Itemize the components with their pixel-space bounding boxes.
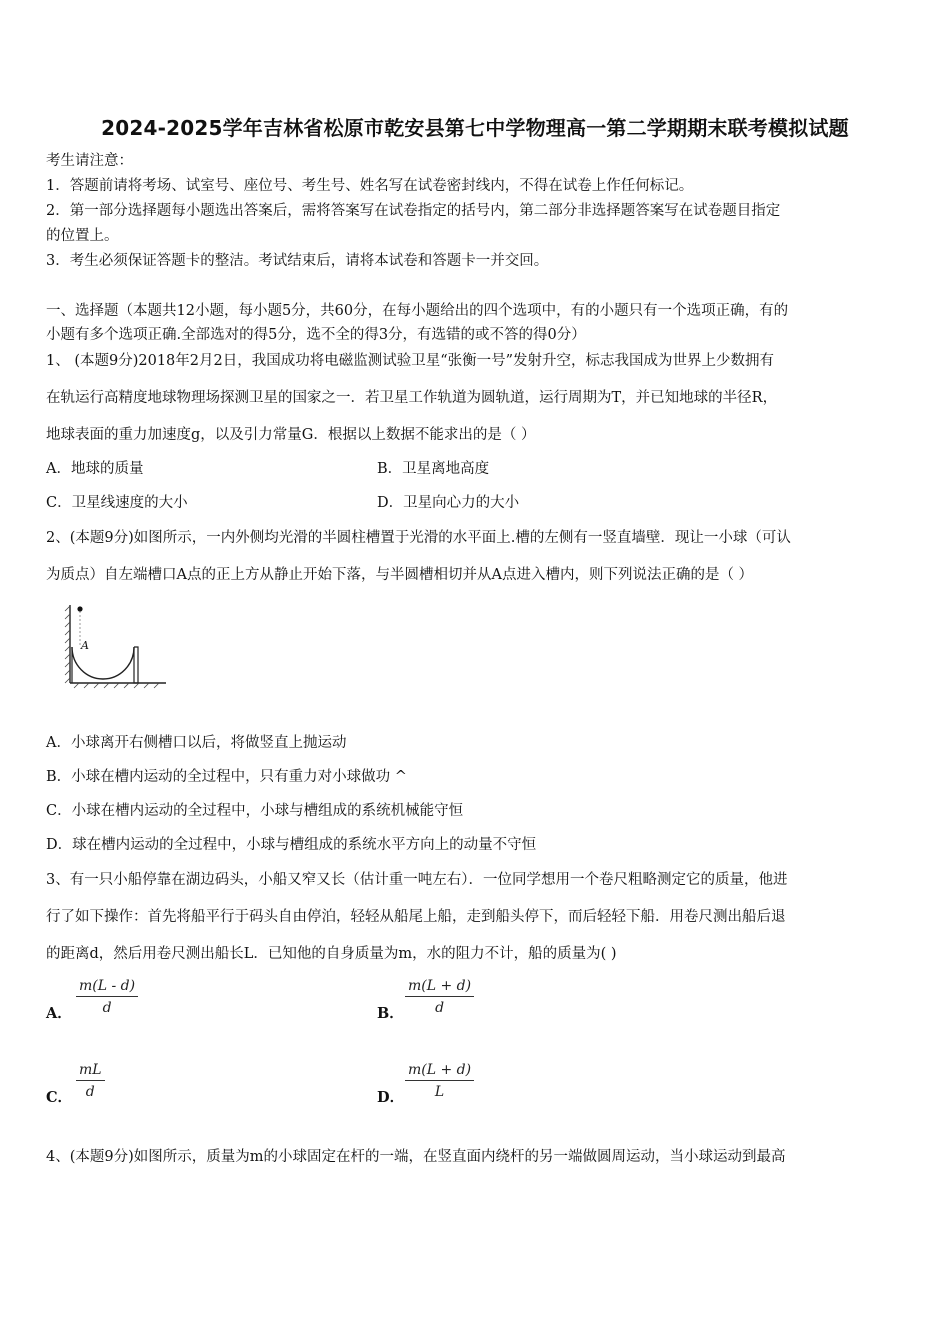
notice-heading: 考生请注意： bbox=[46, 153, 133, 169]
question-4-text: 4、(本题9分)如图所示，质量为m的小球固定在杆的一端，在竖直面内绕杆的另一端做圆周运动，当小球运动到最高 bbox=[46, 1149, 786, 1165]
notice-item: 3．考生必须保证答题卡的整洁。考试结束后，请将本试卷和答题卡一并交回。 bbox=[46, 253, 549, 269]
question-2-text: 为质点）自左端槽口A点的正上方从静止开始下落，与半圆槽相切并从A点进入槽内，则下列说法正确的是（ ） bbox=[46, 567, 754, 583]
q3-option-d-label: D． bbox=[377, 1089, 405, 1106]
point-a-label: A bbox=[81, 639, 89, 652]
notice-item: 2．第一部分选择题每小题选出答案后，需将答案写在试卷指定的括号内，第二部分非选择题答案写在试卷题目指定 bbox=[46, 203, 781, 219]
q2-option-c: C．小球在槽内运动的全过程中，小球与槽组成的系统机械能守恒 bbox=[46, 803, 464, 819]
q3-option-a-label: A． bbox=[46, 1005, 72, 1022]
q3-option-a-fraction bbox=[76, 978, 138, 1016]
notice-item: 1．答题前请将考场、试室号、座位号、考生号、姓名写在试卷密封线内，不得在试卷上作任何标记。 bbox=[46, 178, 694, 194]
fraction-denominator: L bbox=[434, 1084, 445, 1100]
q2-option-d: D．球在槽内运动的全过程中，小球与槽组成的系统水平方向上的动量不守恒 bbox=[46, 837, 537, 853]
question-3-text: 行了如下操作：首先将船平行于码头自由停泊，轻轻从船尾上船，走到船头停下，而后轻轻下船．用卷尺测出船后退 bbox=[46, 909, 786, 925]
fraction-numerator: m(L + d) bbox=[405, 978, 474, 997]
groove-diagram bbox=[62, 603, 172, 693]
q1-option-c: C．卫星线速度的大小 bbox=[46, 495, 188, 511]
fraction-denominator: d bbox=[102, 1000, 112, 1016]
q1-option-d: D．卫星向心力的大小 bbox=[377, 495, 520, 511]
page-title: 2024-2025学年吉林省松原市乾安县第七中学物理高一第二学期期末联考模拟试题 bbox=[101, 116, 849, 140]
fraction-numerator: m(L + d) bbox=[405, 1062, 474, 1081]
fraction-numerator: mL bbox=[76, 1062, 105, 1081]
q2-option-a: A．小球离开右侧槽口以后，将做竖直上抛运动 bbox=[46, 735, 347, 751]
question-3-text: 的距离d，然后用卷尺测出船长L．已知他的自身质量为m，水的阻力不计，船的质量为( ) bbox=[46, 946, 617, 962]
question-1-text: 地球表面的重力加速度g，以及引力常量G．根据以上数据不能求出的是（ ） bbox=[46, 427, 536, 443]
ball-icon bbox=[77, 606, 82, 611]
fraction-denominator: d bbox=[85, 1084, 95, 1100]
q3-option-c-label: C． bbox=[46, 1089, 73, 1106]
q3-option-b-fraction bbox=[405, 978, 474, 1016]
q2-option-b: B．小球在槽内运动的全过程中，只有重力对小球做功 ^ bbox=[46, 769, 407, 785]
q1-option-a: A．地球的质量 bbox=[46, 461, 144, 477]
q1-option-b: B．卫星离地高度 bbox=[377, 461, 490, 477]
q3-option-d-fraction bbox=[405, 1062, 474, 1100]
question-1-text: 在轨运行高精度地球物理场探测卫星的国家之一．若卫星工作轨道为圆轨道，运行周期为T，并已知地球的半径R， bbox=[46, 390, 778, 406]
section-intro: 一、选择题（本题共12小题，每小题5分，共60分，在每小题给出的四个选项中，有的小题只有一个选项正确，有的 bbox=[46, 303, 789, 319]
notice-item: 的位置上。 bbox=[46, 228, 119, 244]
fraction-numerator: m(L - d) bbox=[76, 978, 138, 997]
q3-option-c-fraction bbox=[76, 1062, 105, 1100]
fraction-denominator: d bbox=[435, 1000, 445, 1016]
half-cylinder-groove-figure bbox=[62, 603, 172, 697]
question-2-text: 2、(本题9分)如图所示，一内外侧均光滑的半圆柱槽置于光滑的水平面上.槽的左侧有一竖直墙壁．现让一小球（可认 bbox=[46, 530, 791, 546]
question-3-text: 3、有一只小船停靠在湖边码头，小船又窄又长（估计重一吨左右）．一位同学想用一个卷尺粗略测定它的质量，他进 bbox=[46, 872, 788, 888]
section-intro: 小题有多个选项正确.全部选对的得5分，选不全的得3分，有选错的或不答的得0分） bbox=[46, 327, 586, 343]
q3-option-b-label: B． bbox=[377, 1005, 404, 1022]
question-1-text: 1、 (本题9分)2018年2月2日，我国成功将电磁监测试验卫星“张衡一号”发射升空，标志我国成为世界上少数拥有 bbox=[46, 353, 775, 369]
